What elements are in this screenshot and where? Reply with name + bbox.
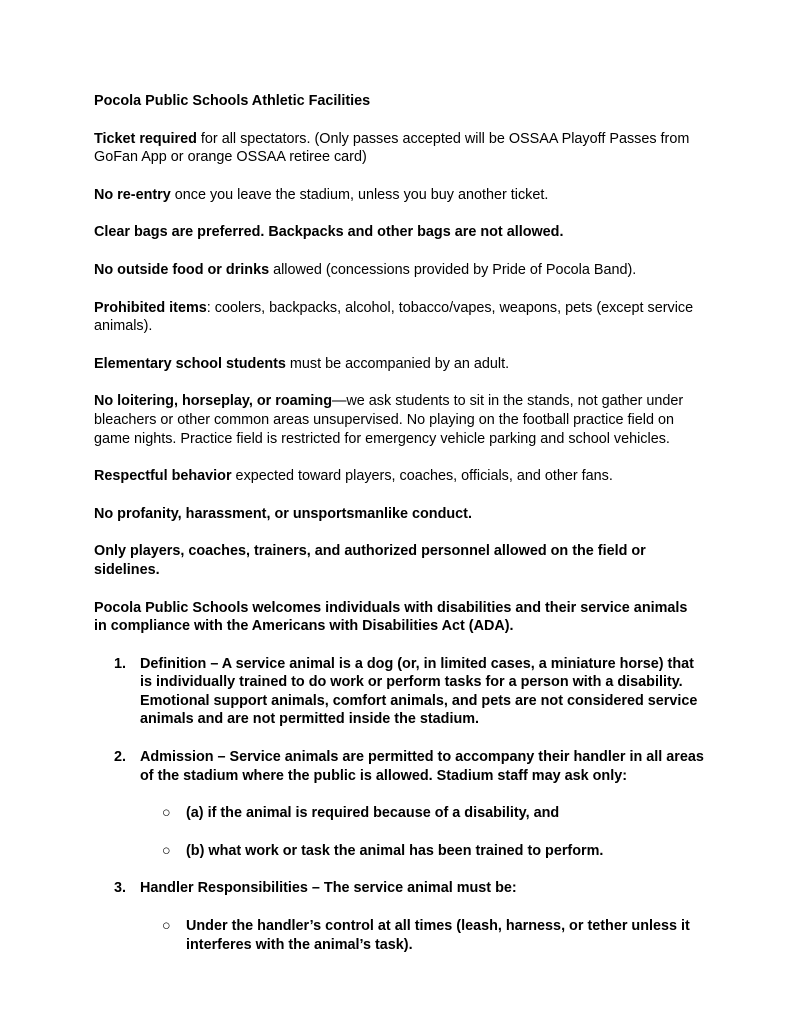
rule-heading: Only players, coaches, trainers, and authorized personnel allowed on the field or sidelines.: [94, 543, 646, 578]
rule-text: must be accompanied by an adult.: [285, 355, 510, 372]
rule-respectful-behavior: [94, 467, 704, 486]
admission-question-b: [94, 842, 704, 861]
hollow-circle-bullet-icon: ○: [162, 805, 171, 822]
rule-reentry: [94, 186, 704, 205]
rule-text: for all spectators. (Only passes accepted will be OSSAA Playoff Passes from GoFan App or orange OSSAA retiree card): [94, 130, 690, 166]
sub-item-text: Under the handler’s control at all times (leash, harness, or tether unless it interferes with the animal’s task).: [186, 918, 690, 953]
admission-question-a: [94, 804, 704, 823]
rule-heading: Respectful behavior: [94, 468, 232, 485]
list-number: 3.: [114, 880, 127, 897]
rule-heading: No re-entry: [94, 186, 171, 203]
rule-profanity: [94, 505, 704, 524]
hollow-circle-bullet-icon: ○: [162, 842, 171, 859]
list-item-text: Definition – A service animal is a dog (or, in limited cases, a miniature horse) that is individually trained to do work or perform tasks for a person with a disability. Emotional support animals, comfort animals, and pets are not considered service animals and are not permitted inside the stadium.: [140, 655, 698, 728]
rule-text: : coolers, backpacks, alcohol, tobacco/vapes, weapons, pets (except service animals).: [94, 299, 694, 335]
rule-field-access: [94, 542, 704, 579]
ada-list-item-admission: [94, 748, 704, 785]
rule-text: once you leave the stadium, unless you buy another ticket.: [170, 186, 549, 203]
document-title: Pocola Public Schools Athletic Facilities: [94, 93, 371, 109]
sub-item-text: (b) what work or task the animal has been trained to perform.: [186, 842, 604, 859]
list-number: 2.: [114, 749, 127, 766]
rule-heading: No outside food or drinks: [94, 261, 270, 278]
rule-loitering: [94, 392, 704, 448]
rule-heading: Ticket required: [94, 130, 197, 147]
list-item-text: Handler Responsibilities – The service animal must be:: [140, 880, 517, 897]
document-body: [94, 92, 704, 973]
rule-heading: Elementary school students: [94, 355, 286, 372]
rule-heading: No loitering, horseplay, or roaming: [94, 393, 333, 410]
rule-bags: [94, 223, 704, 242]
ada-intro: [94, 599, 704, 636]
rule-text: —we ask students to sit in the stands, not gather under bleachers or other common areas unsupervised. No playing on the football practice field on game nights. Practice field is restricted for emergency vehicle parking and school vehicles.: [94, 393, 684, 447]
ada-list-item-handler: [94, 879, 704, 898]
list-item-text: Admission – Service animals are permitted to accompany their handler in all areas of the stadium where the public is allowed. Stadium staff may ask only:: [140, 749, 704, 784]
list-number: 1.: [114, 655, 127, 672]
rule-heading: No profanity, harassment, or unsportsmanlike conduct.: [94, 505, 472, 522]
rule-text: expected toward players, coaches, officials, and other fans.: [231, 468, 613, 485]
rule-elementary-students: [94, 355, 704, 374]
sub-item-text: (a) if the animal is required because of a disability, and: [186, 805, 560, 822]
rule-heading: Clear bags are preferred. Backpacks and other bags are not allowed.: [94, 224, 564, 241]
handler-control-item: [94, 917, 704, 954]
rule-heading: Prohibited items: [94, 299, 207, 316]
ada-numbered-list: [94, 655, 704, 955]
rule-text: allowed (concessions provided by Pride of Pocola Band).: [269, 261, 637, 278]
rule-ticket: [94, 130, 704, 167]
ada-list-item-definition: [94, 655, 704, 729]
rule-outside-food: [94, 261, 704, 280]
rule-prohibited-items: [94, 299, 704, 336]
hollow-circle-bullet-icon: ○: [162, 918, 171, 935]
ada-intro-text: Pocola Public Schools welcomes individuals with disabilities and their service animals in compliance with the Americans with Disabilities Act (ADA).: [94, 599, 688, 635]
